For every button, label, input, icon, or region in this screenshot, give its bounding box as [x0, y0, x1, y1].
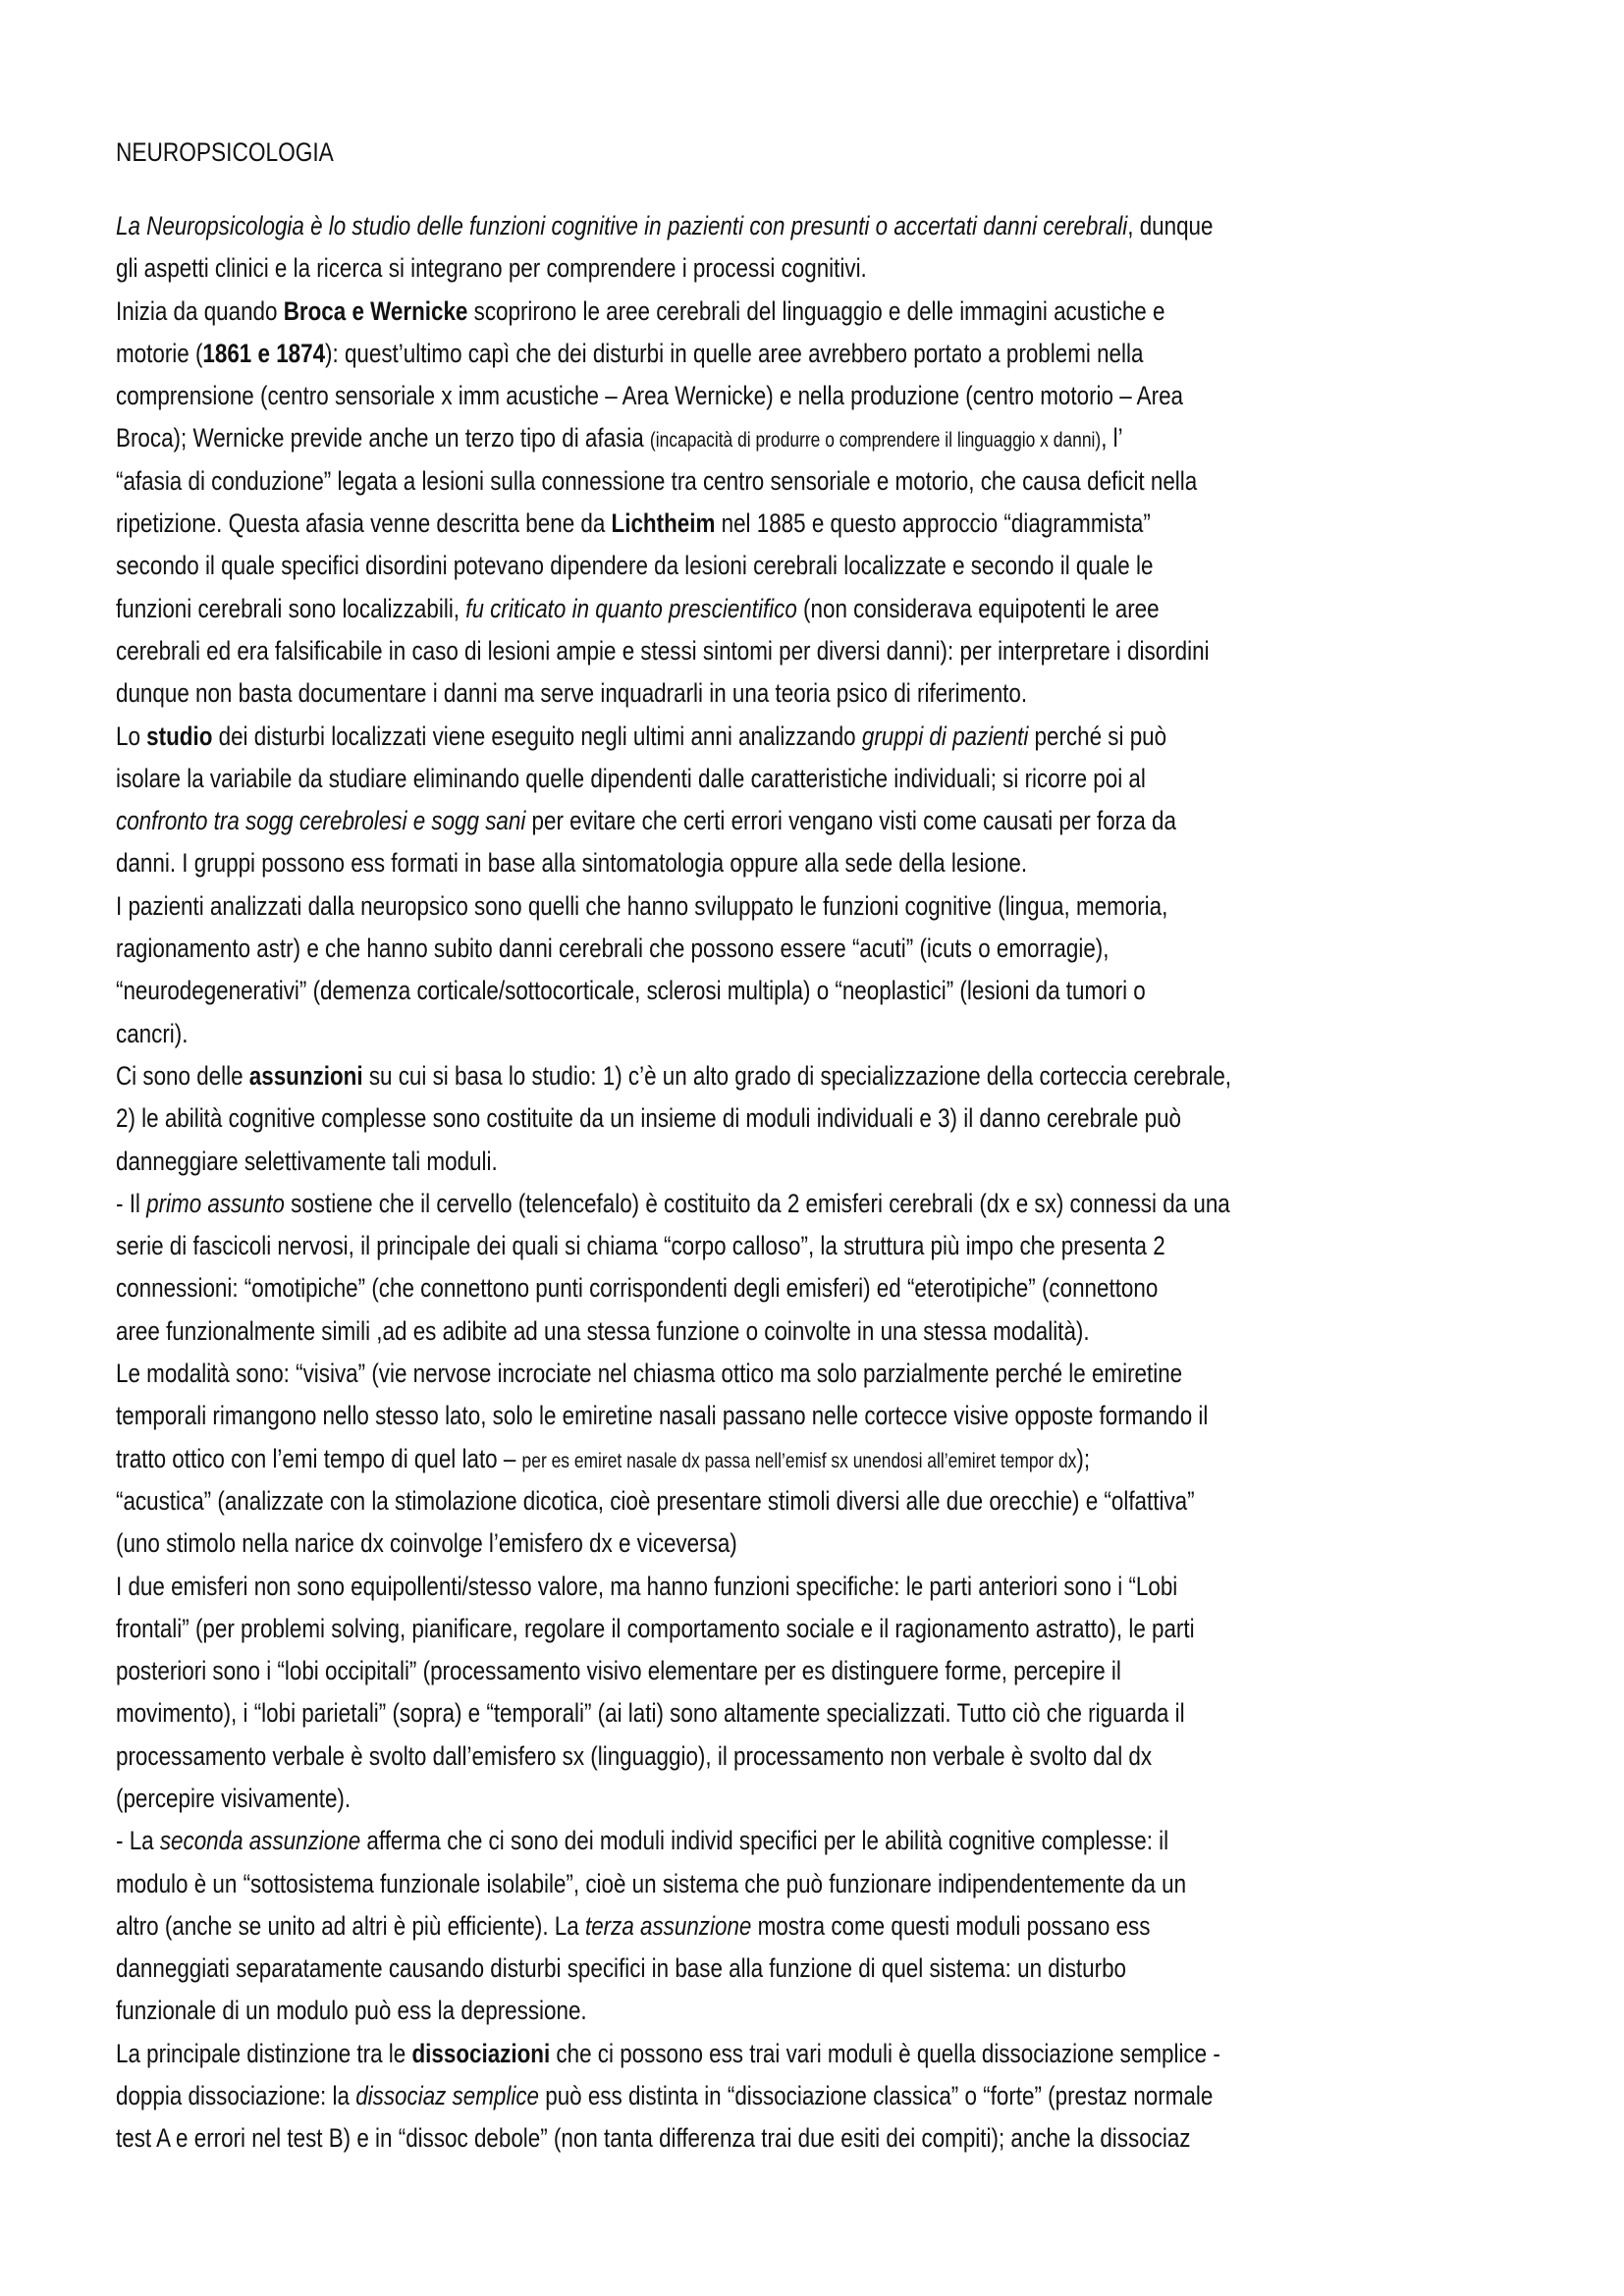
- bold-text: 1861 e 1874: [202, 338, 326, 368]
- text-run: dunque non basta documentare i danni ma serve inquadrarli in una teoria psico di riferimento.: [116, 678, 1028, 709]
- italic-text: gruppi di pazienti: [861, 721, 1029, 751]
- text-run: mostra come questi moduli possano ess: [751, 1910, 1151, 1941]
- text-line: [116, 885, 1289, 928]
- text-line: [116, 1395, 1289, 1437]
- text-line: [116, 2075, 1289, 2117]
- text-run: , dunque: [1127, 211, 1214, 240]
- text-run: I due emisferi non sono equipollenti/stesso valore, ma hanno funzioni specifiche: le parti anteriori sono i “Lobi: [116, 1571, 1178, 1601]
- document-title: NEUROPSICOLOGIA: [116, 137, 334, 167]
- text-line: [116, 2117, 1289, 2160]
- text-line: [116, 1267, 1289, 1309]
- text-run: secondo il quale specifici disordini potevano dipendere da lesioni cerebrali localizzate e secondo il quale le: [116, 551, 1154, 581]
- text-line: [116, 1055, 1289, 1097]
- text-line: [116, 1905, 1289, 1948]
- text-run: - La: [116, 1826, 160, 1856]
- text-line: [116, 1183, 1289, 1225]
- text-run: test A e errori nel test B) e in “dissoc debole” (non tanta differenza trai due esiti dei compiti); anche la dissociaz: [116, 2123, 1191, 2154]
- text-run: doppia dissociazione: la: [116, 2081, 356, 2111]
- bold-text: Broca e Wernicke: [283, 295, 468, 326]
- text-run: su cui si basa lo studio: 1) c’è un alto grado di specializzazione della corteccia cerebrale,: [362, 1060, 1232, 1091]
- text-line: [116, 333, 1289, 375]
- text-line: [116, 1608, 1289, 1650]
- text-line: [116, 247, 1289, 290]
- text-line: [116, 2033, 1289, 2075]
- text-run: danneggiare selettivamente tali moduli.: [116, 1146, 498, 1176]
- bold-text: Lichtheim: [611, 508, 716, 539]
- text-run: “afasia di conduzione” legata a lesioni sulla connessione tra centro sensoriale e motorio, che causa deficit nella: [116, 465, 1198, 496]
- text-line: [116, 1948, 1289, 1990]
- text-line: [116, 1820, 1289, 1862]
- text-line: [116, 1141, 1289, 1183]
- text-run: “acustica” (analizzate con la stimolazione dicotica, cioè presentare stimoli diversi alle due orecchie) e “olfattiva”: [116, 1485, 1195, 1516]
- italic-text: dissociaz semplice: [355, 2081, 540, 2111]
- text-line: [116, 1438, 1289, 1480]
- text-run: modulo è un “sottosistema funzionale isolabile”, cioè un sistema che può funzionare indipendentemente da un: [116, 1868, 1187, 1898]
- text-run: processamento verbale è svolto dall’emisfero sx (linguaggio), il processamento non verbale è svolto dal dx: [116, 1740, 1153, 1771]
- text-run: Ci sono delle: [116, 1060, 249, 1091]
- text-run: frontali” (per problemi solving, pianificare, regolare il comportamento sociale e il ragionamento astratto), le parti: [116, 1613, 1195, 1643]
- text-run: );: [1076, 1443, 1091, 1473]
- text-line: [116, 758, 1289, 800]
- text-run: per evitare che certi errori vengano visti come causati per forza da: [525, 806, 1176, 836]
- small-text: (incapacità di produrre o comprendere il linguaggio x danni): [649, 429, 1102, 453]
- text-run: ripetizione. Questa afasia venne descritta bene da: [116, 508, 612, 539]
- text-run: ): quest’ultimo capì che dei disturbi in quelle aree avrebbero portato a problemi nella: [325, 338, 1144, 368]
- text-run: funzionale di un modulo può ess la depressione.: [116, 1996, 587, 2026]
- text-run: temporali rimangono nello stesso lato, solo le emiretine nasali passano nelle cortecce visive opposte formando il: [116, 1401, 1209, 1431]
- text-run: (percepire visivamente).: [116, 1783, 352, 1813]
- text-line: [116, 460, 1289, 503]
- text-run: posteriori sono i “lobi occipitali” (processamento visivo elementare per es distinguere forme, percepire il: [116, 1656, 1121, 1686]
- bold-text: studio: [146, 721, 213, 751]
- text-line: [116, 291, 1289, 333]
- text-line: [116, 417, 1289, 459]
- text-run: , l’: [1101, 423, 1123, 454]
- text-line: [116, 1353, 1289, 1395]
- text-run: cancri).: [116, 1018, 189, 1048]
- document-body: [116, 205, 1530, 2161]
- text-run: gli aspetti clinici e la ricerca si integrano per comprendere i processi cognitivi.: [116, 253, 867, 284]
- text-run: Lo: [116, 721, 147, 751]
- text-run: comprensione (centro sensoriale x imm acustiche – Area Wernicke) e nella produzione (centro motorio – Area: [116, 381, 1184, 411]
- text-run: ragionamento astr) e che hanno subito danni cerebrali che possono essere “acuti” (icuts o emorragie),: [116, 934, 1110, 964]
- small-text: per es emiret nasale dx passa nell’emisf sx unendosi all’emiret tempor dx: [521, 1449, 1077, 1472]
- text-run: afferma che ci sono dei moduli individ specifici per le abilità cognitive complesse: il: [360, 1826, 1169, 1856]
- text-line: [116, 1650, 1289, 1692]
- text-line: [116, 1778, 1289, 1820]
- document-page: [116, 132, 1530, 2161]
- text-run: La principale distinzione tra le: [116, 2038, 412, 2068]
- bold-text: assunzioni: [248, 1060, 363, 1091]
- text-run: isolare la variabile da studiare eliminando quelle dipendenti dalle caratteristiche individuali; si ricorre poi al: [116, 763, 1146, 793]
- text-run: danneggiati separatamente causando disturbi specifici in base alla funzione di quel sistema: un disturbo: [116, 1953, 1127, 1984]
- text-line: [116, 1097, 1289, 1140]
- text-run: tratto ottico con l’emi tempo di quel lato –: [116, 1443, 522, 1473]
- text-run: nel 1885 e questo approccio “diagrammista”: [715, 508, 1151, 539]
- italic-text: primo assunto: [146, 1188, 285, 1218]
- text-run: connessioni: “omotipiche” (che connettono punti corrispondenti degli emisferi) ed “eterotipiche” (connettono: [116, 1273, 1159, 1304]
- text-line: [116, 375, 1289, 417]
- text-run: movimento), i “lobi parietali” (sopra) e “temporali” (ai lati) sono altamente specializzati. Tutto ciò che riguarda il: [116, 1698, 1185, 1729]
- italic-text: fu criticato in quanto prescientifico: [465, 593, 797, 623]
- text-line: [116, 503, 1289, 545]
- text-run: cerebrali ed era falsificabile in caso di lesioni ampie e stessi sintomi per diversi danni): per interpretare i disordini: [116, 635, 1210, 666]
- text-run: altro (anche se unito ad altri è più efficiente). La: [116, 1910, 585, 1941]
- text-line: [116, 1225, 1289, 1267]
- text-run: Le modalità sono: “visiva” (vie nervose incrociate nel chiasma ottico ma solo parzialmente perché le emiretine: [116, 1359, 1183, 1389]
- text-run: perché si può: [1028, 721, 1167, 751]
- text-line: [116, 800, 1289, 842]
- text-run: (non considerava equipotenti le aree: [796, 593, 1160, 623]
- text-run: sostiene che il cervello (telencefalo) è costituito da 2 emisferi cerebrali (dx e sx) connessi da una: [284, 1188, 1230, 1218]
- text-line: [116, 588, 1289, 630]
- text-run: danni. I gruppi possono ess formati in base alla sintomatologia oppure alla sede della lesione.: [116, 848, 1028, 879]
- text-line: [116, 630, 1289, 672]
- text-run: funzioni cerebrali sono localizzabili,: [116, 593, 466, 623]
- text-line: [116, 970, 1289, 1012]
- text-run: I pazienti analizzati dalla neuropsico sono quelli che hanno sviluppato le funzioni cognitive (lingua, memoria,: [116, 890, 1168, 921]
- text-run: serie di fascicoli nervosi, il principale dei quali si chiama “corpo calloso”, la struttura più impo che presenta 2: [116, 1231, 1165, 1261]
- italic-text: confronto tra sogg cerebrolesi e sogg sani: [116, 806, 526, 836]
- text-run: scoprirono le aree cerebrali del linguaggio e delle immagini acustiche e: [467, 295, 1165, 326]
- text-line: [116, 928, 1289, 970]
- text-line: [116, 672, 1289, 715]
- text-run: dei disturbi localizzati viene eseguito negli ultimi anni analizzando: [212, 721, 862, 751]
- text-line: [116, 1692, 1289, 1735]
- bold-text: dissociazioni: [411, 2038, 551, 2068]
- text-run: può ess distinta in “dissociazione classica” o “forte” (prestaz normale: [539, 2081, 1214, 2111]
- text-line: [116, 1013, 1289, 1055]
- text-line: [116, 842, 1289, 884]
- text-line: [116, 1566, 1289, 1608]
- text-run: - Il: [116, 1188, 147, 1218]
- text-line: [116, 205, 1289, 247]
- text-run: motorie (: [116, 338, 203, 368]
- text-line: [116, 716, 1289, 758]
- italic-text: terza assunzione: [584, 1910, 752, 1941]
- text-run: 2) le abilità cognitive complesse sono costituite da un insieme di moduli individuali e 3) il danno cerebrale può: [116, 1103, 1182, 1134]
- italic-text: seconda assunzione: [159, 1826, 361, 1856]
- text-run: (uno stimolo nella narice dx coinvolge l’emisfero dx e viceversa): [116, 1528, 737, 1559]
- italic-text: La Neuropsicologia è lo studio delle funzioni cognitive in pazienti con presunti o accertati danni cerebrali: [116, 211, 1128, 240]
- text-line: [116, 545, 1289, 587]
- text-line: [116, 1310, 1289, 1353]
- text-line: [116, 1863, 1289, 1905]
- text-run: Broca); Wernicke previde anche un terzo tipo di afasia: [116, 423, 650, 454]
- text-run: che ci possono ess trai vari moduli è quella dissociazione semplice -: [550, 2038, 1220, 2068]
- text-line: [116, 1735, 1289, 1778]
- text-run: Inizia da quando: [116, 295, 284, 326]
- text-line: [116, 1522, 1289, 1565]
- text-run: aree funzionalmente simili ,ad es adibite ad una stessa funzione o coinvolte in una stessa modalità).: [116, 1315, 1090, 1346]
- text-line: [116, 1480, 1289, 1522]
- text-run: “neurodegenerativi” (demenza corticale/sottocorticale, sclerosi multipla) o “neoplastici” (lesioni da tumori o: [116, 976, 1146, 1006]
- text-line: [116, 1990, 1289, 2032]
